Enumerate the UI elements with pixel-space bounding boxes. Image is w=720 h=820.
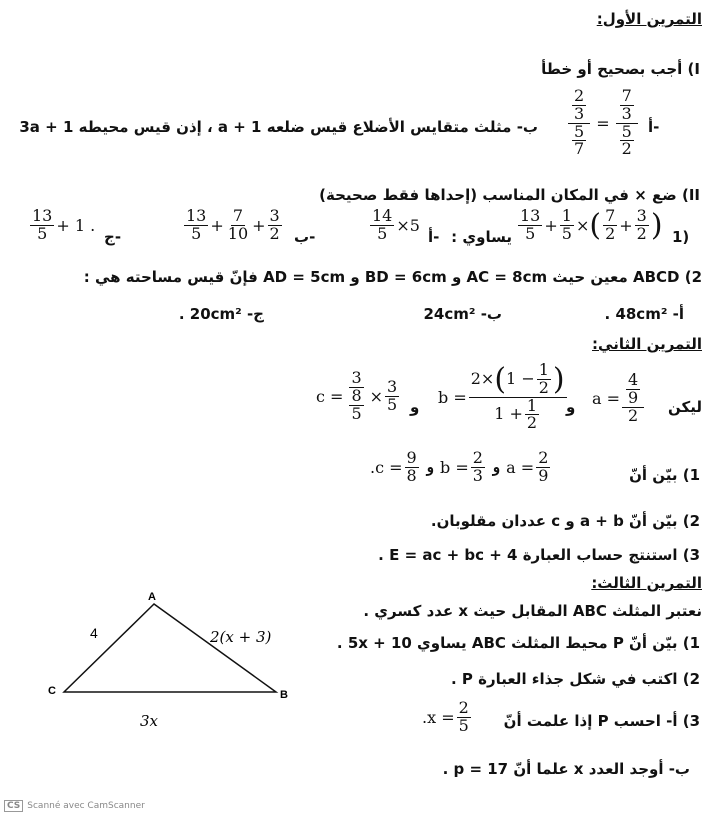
q2-option-a: أ- 48cm² . (604, 305, 684, 323)
frac-num: 2 (574, 86, 585, 105)
frac-den: 5 (387, 394, 398, 414)
frac-den: 5 (458, 715, 469, 735)
frac-den: 2 (628, 405, 639, 425)
frac-den: 5 (561, 224, 572, 243)
and-word: و (426, 458, 434, 477)
frac-num: 9 (406, 448, 417, 467)
frac-den: 7 (574, 139, 585, 159)
b-den-prefix: 1 + (494, 404, 523, 424)
ex2-q1-values (370, 450, 552, 485)
ex3-question-1: 1) بيّن أنّ P محيط المثلث ABC يساوي 5x + 10 . (336, 634, 700, 652)
triangle-outline (64, 604, 276, 692)
q1-option-c-label: ج- (104, 228, 122, 246)
vertex-a-label: A (148, 591, 156, 603)
frac-num: 2 (538, 448, 549, 467)
vertex-c-label: C (48, 685, 56, 697)
option-c-tail: + 1 . (56, 215, 96, 235)
frac-den: 5 (191, 223, 202, 243)
b-num-prefix: 2× (470, 368, 495, 388)
option-a-tail: ×5 (396, 215, 420, 235)
frac-den: 2 (526, 413, 538, 433)
frac-den: 5 (377, 223, 388, 243)
q1-option-a-label: أ- (428, 228, 440, 246)
q1-option-b: $\frac{13}{5}$ + $\frac{7}{10}$ + $\frac{3}{2}$ (186, 206, 280, 243)
a-equals: a = (592, 388, 621, 408)
frac-num: 8 (351, 385, 362, 405)
frac-num: 3 (351, 368, 362, 387)
frac-den: 5 (351, 403, 362, 423)
b-one-minus: 1 − (506, 368, 535, 388)
side-cb-label: 3x (140, 712, 159, 730)
frac-den: 9 (538, 465, 549, 485)
frac-den: 5 (37, 223, 48, 243)
frac-num: 13 (32, 206, 53, 225)
definition-c: c = $\frac{3}{\frac{8}{5}}$ × $\frac{3}{5}$ (316, 368, 398, 423)
ex3-intro: نعتبر المثلث ABC المقابل حيث x عدد كسري . (363, 602, 702, 620)
frac-den: 3 (621, 103, 632, 123)
ex3-question-3a: 3) أ- احسب P إذا علمت أنّ (503, 712, 700, 730)
compound-fraction-equation (566, 88, 640, 158)
c-value: . c = $\frac{9}{8}$ (370, 448, 417, 485)
exercise-2-heading: التمرين الثاني: (592, 335, 702, 353)
triangle-abc-figure (40, 590, 300, 740)
b-equals: b = (438, 387, 467, 407)
exercise-3-heading: التمرين الثالث: (591, 574, 702, 592)
camscanner-footer (4, 800, 145, 812)
frac-den: 2 (621, 139, 632, 159)
camscanner-logo: CS (4, 800, 23, 812)
and-word: و (566, 398, 576, 416)
part-2-label: II) ضع × في المكان المناسب (إحداها فقط صحيحة) (319, 186, 700, 204)
item-a-label: أ- (648, 118, 660, 136)
frac-den: 3 (574, 103, 585, 123)
and-word: و (410, 398, 420, 416)
q1-equals-text: يساوي : (451, 228, 512, 246)
frac-num: 2 (458, 698, 469, 717)
c-equals: c = (316, 386, 344, 406)
frac-num: 7 (232, 206, 244, 225)
frac-num: 4 (628, 370, 639, 389)
frac-den: 2 (636, 224, 647, 243)
frac-den: 3 (472, 465, 483, 485)
question-2-statement: 2) ABCD معين حيث AC = 8cm و BD = 6cm و AD = 5cm فإنّ قيس مساحته هي : (83, 268, 702, 286)
definition-a (592, 372, 646, 424)
let-word: ليكن (668, 398, 702, 416)
frac-num: 2 (472, 448, 483, 467)
frac-num: 13 (186, 206, 207, 225)
frac-num: 3 (636, 206, 647, 226)
camscanner-text: Scanné avec CamScanner (27, 801, 145, 811)
q1-option-b-label: ب- (294, 228, 316, 246)
ex2-question-3: 3) استنتج حساب العبارة E = ac + bc + 4 . (378, 546, 700, 564)
frac-num: 3 (269, 206, 280, 225)
frac-den: 2 (269, 223, 280, 243)
q2-option-b: ب- 24cm² (423, 305, 502, 323)
side-ab-label: 2(x + 3) (210, 628, 272, 646)
item-b-statement: ب- مثلث متقايس الأضلاع قيس ضلعه a + 1 ، إذن قيس محيطه 3a + 1 (19, 118, 538, 136)
frac-num: 1 (561, 206, 572, 226)
ex3-question-2: 2) اكتب في شكل جذاء العبارة P . (450, 670, 700, 688)
frac-den: 10 (227, 223, 249, 243)
frac-num: 1 (526, 395, 538, 415)
frac-num: 14 (372, 206, 393, 225)
right-compound-fraction (616, 88, 638, 158)
frac-num: 7 (621, 86, 632, 105)
q2-option-c: ج- 20cm² . (178, 305, 264, 323)
b-value: b = $\frac{2}{3}$ (439, 448, 483, 485)
left-compound-fraction (568, 88, 590, 158)
frac-den: 8 (406, 465, 417, 485)
part-1-label: I) أجب بصحيح أو خطأ (541, 60, 700, 78)
frac-den: 9 (628, 387, 639, 407)
frac-den: 2 (538, 377, 549, 397)
and-word: و (492, 458, 501, 477)
ex2-question-2: 2) بيّن أنّ a + b و c عددان مقلوبان. (430, 512, 700, 530)
frac-num: 3 (387, 376, 398, 396)
ex3-q3a-value: . x = $\frac{2}{5}$ (422, 698, 469, 735)
q1-expression: $\frac{13}{5}$ + $\frac{1}{5}$ × ( $\frac{7}{2}$ + $\frac{3}{2}$ ) (520, 206, 663, 243)
exercise-1-heading: التمرين الأول: (596, 10, 702, 28)
a-value: a = $\frac{2}{9}$ (506, 448, 549, 485)
ex3-question-3b: ب- أوجد العدد x علما أنّ p = 17 . (442, 760, 690, 778)
frac-num: 13 (520, 206, 541, 226)
frac-den: 5 (525, 224, 536, 243)
equals-sign: = (596, 113, 610, 133)
q1-option-a (368, 208, 420, 243)
frac-num: 5 (574, 121, 585, 141)
ex2-question-1: 1) بيّن أنّ (629, 466, 700, 484)
times-sign: × (575, 216, 590, 235)
vertex-b-label: B (280, 689, 288, 701)
side-ac-label: 4 (90, 625, 98, 641)
q1-option-c (28, 208, 95, 243)
frac-num: 1 (538, 360, 549, 379)
frac-num: 5 (621, 121, 632, 141)
definition-b: b = 2× ( 1 − $\frac{1}{2}$ ) 1 + $\frac{1}{2}$ (438, 360, 565, 433)
question-1-number: 1) (672, 228, 690, 246)
frac-den: 2 (605, 224, 616, 243)
frac-num: 7 (605, 206, 616, 226)
